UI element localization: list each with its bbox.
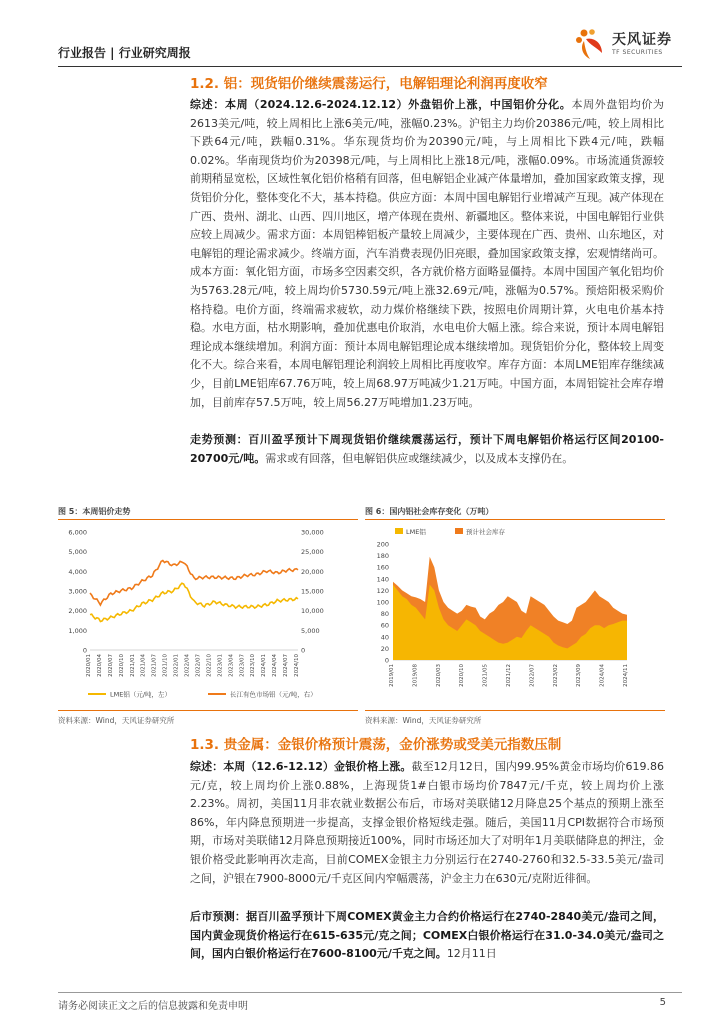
y-axis-tick-label: 140 [376,575,389,584]
y-axis-tick-label: 100 [376,598,389,607]
y-axis-tick-label: 160 [376,563,389,572]
precious-forecast-label: 后市预测：据百川盈孚预计下周COMEX黄金主力合约价格运行在2740-2840美元/盎司之间，国内黄金现货价格运行在615-635元/克之间；COMEX白银价格运行在31.0-34.0美元/盎司之间，国内白银价格运行在7600-8100元/千克之间。 [190,910,664,961]
report-category: 行业报告 | 行业研究周报 [58,46,191,60]
x-axis-tick-label: 2024/07 [283,654,290,677]
precious-summary-label: 综述：本周（12.6-12.12）金银价格上涨。 [190,760,412,773]
x-axis-tick-label: 2024/11 [623,664,629,687]
x-axis-tick-label: 2021/10 [162,654,169,677]
x-axis-tick-label: 2020/10 [118,654,125,677]
figure6-source: 资料来源：Wind，天风证券研究所 [365,716,482,725]
right-axis-tick-label: 5,000 [301,626,320,635]
x-axis-tick-label: 2023/07 [239,654,246,677]
figure5-source: 资料来源：Wind，天风证券研究所 [58,716,175,725]
section-title-aluminum: 1.2. 铝：现货铝价继续震荡运行，电解铝理论利润再度收窄 [190,76,548,92]
x-axis-tick-label: 2023/02 [552,664,559,687]
x-axis-tick-label: 2021/05 [482,664,489,687]
figure6-title: 图 6：国内铝社会库存变化（万吨） [365,507,494,516]
x-axis-tick-label: 2023/04 [228,654,235,677]
aluminum-summary [190,96,664,412]
figure6-chart [365,522,665,708]
right-axis-tick-label: 25,000 [301,548,324,557]
left-axis-tick-label: 3,000 [68,587,87,596]
x-axis-tick-label: 2024/01 [261,654,268,677]
y-axis-tick-label: 0 [384,656,389,665]
x-axis-tick-label: 2022/10 [206,654,213,677]
legend-label-2: 预计社会库存 [466,528,505,536]
x-axis-tick-label: 2021/07 [151,654,158,677]
right-axis-tick-label: 10,000 [301,607,324,616]
figure6-top-rule [365,519,665,520]
x-axis-tick-label: 2021/01 [129,654,136,677]
x-axis-tick-label: 2023/10 [250,654,257,677]
aluminum-forecast-text: 需求或有回落，但电解铝供应或继续减少，以及成本支撑仍在。 [265,451,574,465]
x-axis-tick-label: 2020/04 [96,654,103,677]
footer-disclaimer: 请务必阅读正文之后的信息披露和免责申明 [58,1001,248,1012]
precious-forecast [190,908,664,964]
y-axis-tick-label: 60 [380,621,389,630]
left-axis-tick-label: 0 [82,646,87,655]
y-axis-tick-label: 200 [376,540,389,549]
x-axis-tick-label: 2021/12 [506,664,512,687]
x-axis-tick-label: 2022/01 [173,654,180,677]
left-axis-tick-label: 1,000 [68,626,87,635]
aluminum-forecast [190,431,664,468]
aluminum-summary-label: 综述：本周（2024.12.6-2024.12.12）外盘铝价上涨，中国铝价分化。 [190,98,572,111]
y-axis-tick-label: 180 [376,552,389,561]
x-axis-tick-label: 2019/08 [412,664,419,687]
figure5-title: 图 5：本周铝价走势 [58,507,131,516]
tf-logo-icon [572,27,608,63]
figure6-bottom-rule [365,710,665,711]
figure5-top-rule [58,519,358,520]
precious-summary [190,758,664,888]
legend-swatch-2 [455,528,463,534]
series-line-1 [90,583,298,621]
page-number: 5 [659,997,666,1008]
brand-logo [572,27,682,63]
x-axis-tick-label: 2020/01 [86,654,92,677]
legend-swatch-1 [395,528,403,534]
aluminum-forecast-label: 走势预测：百川盈孚预计下周现货铝价继续震荡运行，预计下周电解铝价格运行区间20100-20700元/吨。 [190,433,664,465]
logo-subtitle: TF SECURITIES [612,49,663,56]
x-axis-tick-label: 2021/04 [140,654,147,677]
x-axis-tick-label: 2024/04 [599,664,606,687]
x-axis-tick-label: 2020/10 [459,664,466,687]
legend-label-2: 长江有色市场铝（元/吨，右） [230,690,317,699]
y-axis-tick-label: 80 [380,610,389,619]
x-axis-tick-label: 2020/07 [107,654,114,677]
right-axis-tick-label: 20,000 [301,567,324,576]
aluminum-summary-text: 本周外盘铝均价为2613美元/吨，较上周相比上涨6美元/吨，涨幅0.23%。沪铝主力均价20386元/吨，较上周相比下跌64元/吨，跌幅0.31%。华东现货均价为20390元/吨，与上周相比下跌4元/吨，跌幅0.02%。华南现货均价为20398元/吨，与上周相比上涨18元/吨，涨幅0.09%。市场流通货源较前期稍显宽松，区域性氧化铝价格稍有回落，但电解铝企业减产体量增加，叠加国家政策支撑，现货铝价分化，整体变化不大，基本持稳。供应方面：本周中国电解铝行业增减产互现。减产体现在广西、贵州、湖北、山西、四川地区，增产体现在贵州、新疆地区。整体来说，中国电解铝行业供应较上周减少。需求方面：本周铝棒铝板产量较上周减少，主要体现在广西、贵州、山东地区，对电解铝的理论需求减少。终端方面，汽车消费表现仍旧亮眼，叠加国家政策支撑，宏观情绪尚可。成本方面：氧化铝方面，市场多空因素交织，各方就价格方面略显僵持。本周中国国产氧化铝均价为5763.28元/吨，较上周均价5730.59元/吨上涨32.69元/吨，涨幅为0.57%。预焙阳极采购价格持稳。电价方面，终端需求疲软，动力煤价格继续下跌，按照电价周期计算，火电电价基本持稳。水电方面，枯水期影响，叠加优惠电价取消，水电电价大幅上涨。综合来说，预计本周电解铝理论成本继续增加。利润方面：预计本周电解铝理论成本继续增加。现货铝价分化，整体较上周变化不大。综合来看，本周电解铝理论利润较上周相比再度收窄。库存方面：本周LME铝库存继续减少，目前LME铝库67.76万吨，较上周68.97万吨减少1.21万吨。中国方面，本周铝锭社会库存增加，目前库存57.5万吨，较上周56.27万吨增加1.23万吨。 [190,98,665,409]
left-axis-tick-label: 2,000 [68,607,87,616]
x-axis-tick-label: 2024/04 [272,654,279,677]
x-axis-tick-label: 2022/07 [529,664,536,687]
y-axis-tick-label: 120 [376,586,389,595]
x-axis-tick-label: 2022/04 [184,654,191,677]
logo-name: 天风证券 [612,32,672,48]
figure5-bottom-rule [58,710,358,711]
x-axis-tick-label: 2023/09 [576,664,583,687]
header-divider [58,66,682,67]
precious-forecast-text: 12月11日 [446,947,497,961]
section-title-precious: 1.3. 贵金属：金银价格预计震荡，金价涨势或受美元指数压制 [190,737,562,753]
x-axis-tick-label: 2024/10 [294,654,300,677]
footer-divider [58,992,682,993]
y-axis-tick-label: 20 [380,644,389,653]
right-axis-tick-label: 30,000 [301,528,324,537]
legend-label-1: LME铝 [406,528,426,536]
precious-summary-text: 截至12月12日，国内99.95%黄金市场均价619.86元/克，较上周均价上涨0.88%，上海现货1#白银市场均价7847元/千克，较上周均价上涨2.23%。周初，美国11月非农就业数据公布后，市场对美联储12月降息25个基点的预期上涨至86%，年内降息预期进一步提高，支撑金银价格短线走强。随后，美国11月CPI数据符合市场预期，市场对美联储12月降息预期接近100%，同时市场还加大了对明年1月美联储降息的押注，金银价格受此影响再次走高，目前COMEX金银主力分别运行在2740-2760和32.5-33.5美元/盎司之间，沪银在7900-8000元/千克区间内窄幅震荡，沪金主力在630元/克附近徘徊。 [190,760,664,885]
x-axis-tick-label: 2023/01 [217,654,224,677]
left-axis-tick-label: 6,000 [68,528,87,537]
x-axis-tick-label: 2022/07 [195,654,202,677]
legend-label-1: LME铝（元/吨，左） [110,690,172,699]
series-line-2 [90,561,298,606]
right-axis-tick-label: 0 [301,646,306,655]
left-axis-tick-label: 5,000 [68,548,87,557]
x-axis-tick-label: 2019/01 [389,664,395,687]
y-axis-tick-label: 40 [380,633,389,642]
left-axis-tick-label: 4,000 [68,567,87,576]
figure5-chart [58,522,358,708]
x-axis-tick-label: 2020/03 [435,664,442,687]
right-axis-tick-label: 15,000 [301,587,324,596]
